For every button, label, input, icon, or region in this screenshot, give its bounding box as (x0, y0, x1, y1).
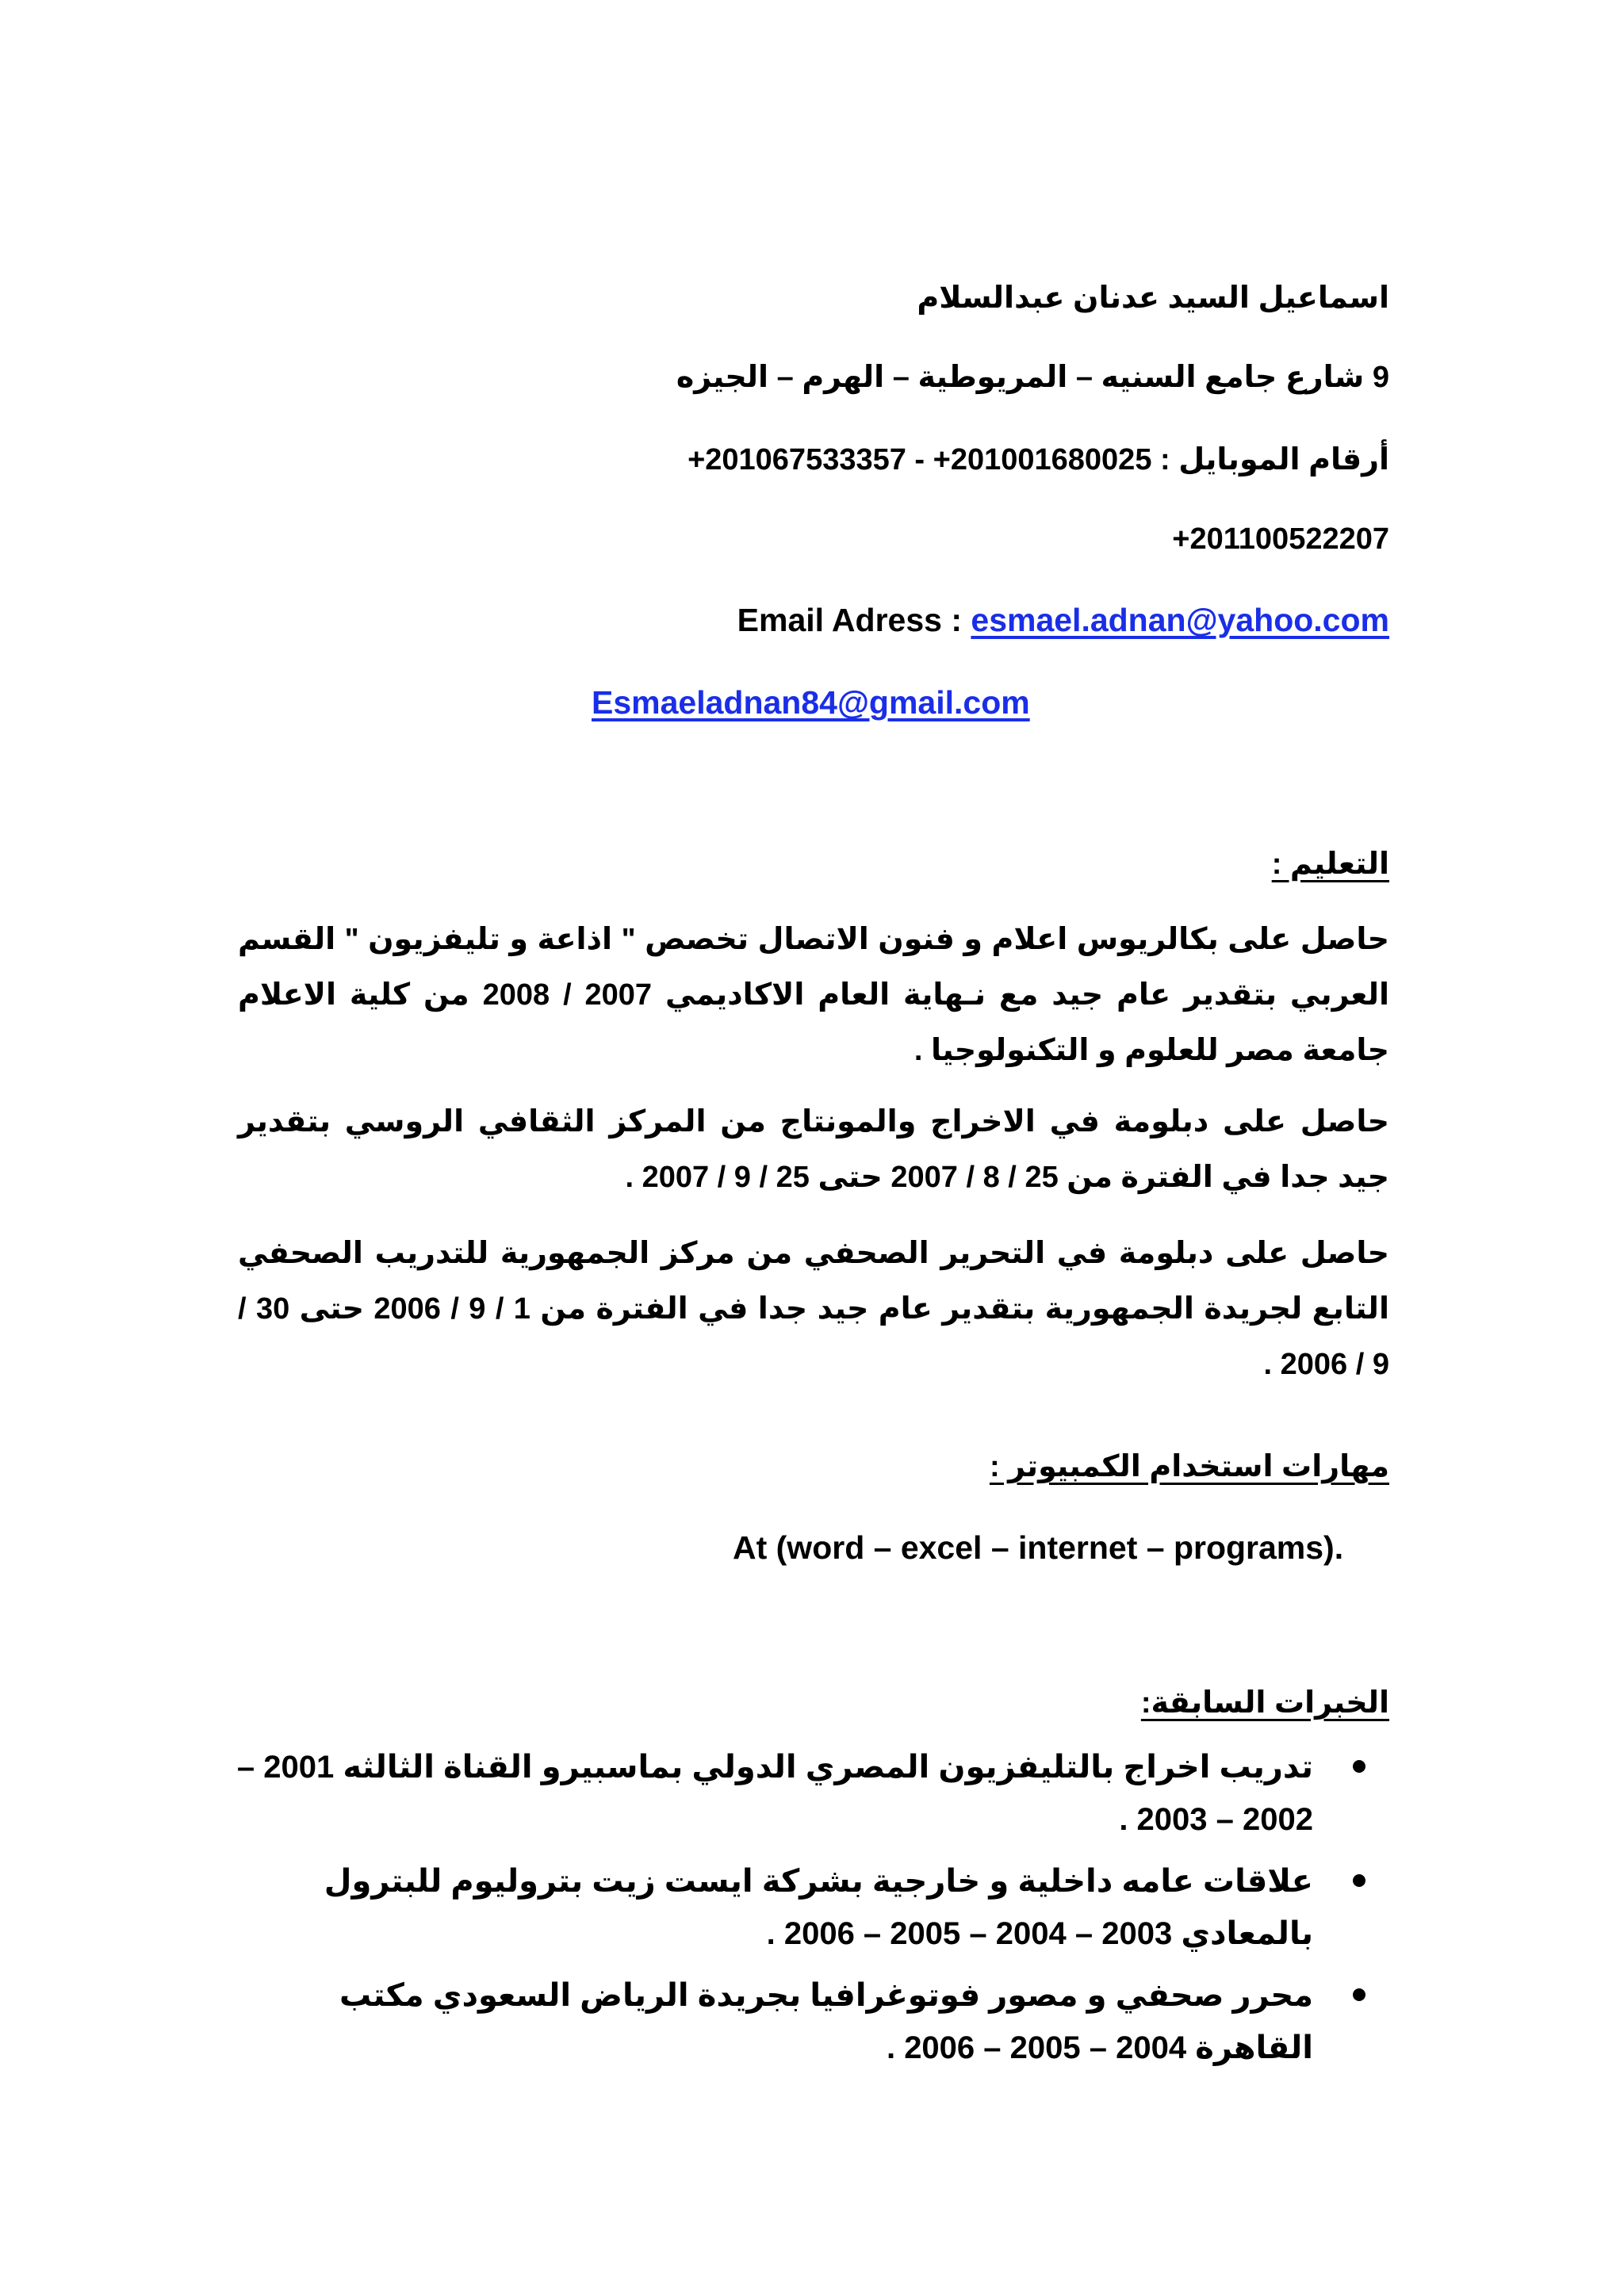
experience-text: علاقات عامه داخلية و خارجية بشركة ايست زيت بتروليوم للبترول بالمعادي 2003 – 2004 – 2005 – 2006 . (324, 1864, 1313, 1951)
list-item (232, 1855, 1389, 1960)
computer-skills-text: At (word – excel – internet – programs). (733, 1529, 1344, 1566)
bullet-icon (1353, 1874, 1365, 1887)
education-item: حاصل على بكالريوس اعلام و فنون الاتصال تخصص " اذاعة و تليفزيون " القسم العربي بتقدير عام جيد مع نـهاية العام الاكاديمي 2007 / 2008 من كلية الاعلام جامعة مصر للعلوم و التكنولوجيا . (238, 923, 1389, 1067)
mobile-number-extra: +201100522207 (1172, 522, 1389, 556)
experience-heading: الخبرات السابقة: (1140, 1686, 1389, 1720)
list-item (232, 1741, 1389, 1846)
education-item: حاصل على دبلومة في التحرير الصحفي من مركز الجمهورية للتدريب الصحفي التابع لجريدة الجمهورية بتقدير عام جيد جدا في الفترة من 1 / 9 / 2006 حتى 30 / 9 / 2006 . (238, 1237, 1389, 1381)
email-secondary-line (592, 682, 1030, 723)
email-label: Email Adress : (737, 602, 971, 638)
experience-text: تدريب اخراج بالتليفزيون المصري الدولي بماسبيرو القناة الثالثه 2001 – 2002 – 2003 . (236, 1750, 1313, 1837)
email-secondary-link[interactable]: Esmaeladnan84@gmail.com (592, 684, 1030, 721)
email-primary-line (737, 599, 1389, 641)
education-heading: التعليم : (1271, 848, 1389, 881)
bullet-icon (1353, 1760, 1365, 1773)
computer-skills-heading: مهارات استخدام الكمبيوتر : (989, 1450, 1389, 1483)
experience-text: محرر صحفي و مصور فوتوغرافيا بجريدة الرياض السعودي مكتب القاهرة 2004 – 2005 – 2006 . (339, 1978, 1313, 2065)
email-primary-link[interactable]: esmael.adnan@yahoo.com (971, 602, 1389, 638)
address: 9 شارع جامع السنيه – المريوطية – الهرم – الجيزه (676, 361, 1389, 394)
education-item: حاصل على دبلومة في الاخراج والمونتاج من المركز الثقافي الروسي بتقدير جيد جدا في الفترة من 25 / 8 / 2007 حتى 25 / 9 / 2007 . (238, 1105, 1389, 1194)
applicant-name: اسماعيل السيد عدنان عبدالسلام (917, 281, 1389, 315)
bullet-icon (1353, 1988, 1365, 2001)
list-item (232, 1969, 1389, 2074)
experience-list (232, 1741, 1389, 2084)
mobile-numbers: أرقام الموبايل : 201001680025+ - 201067533357+ (688, 443, 1389, 476)
